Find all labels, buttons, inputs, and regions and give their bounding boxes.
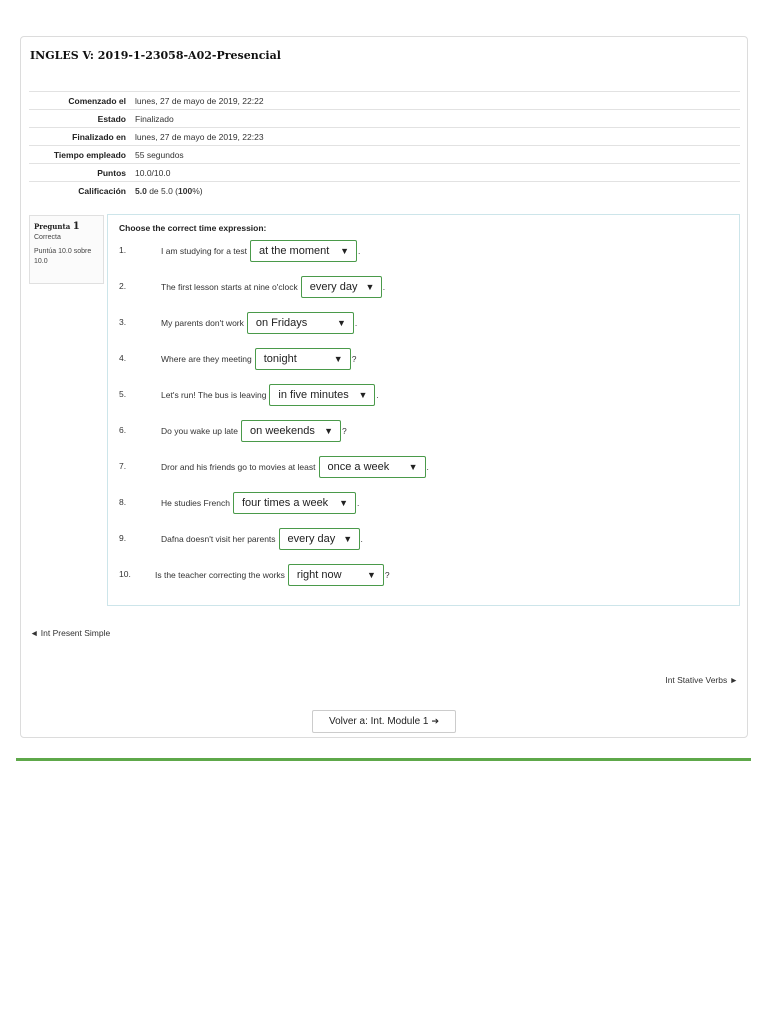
answer-select[interactable] [319,456,426,478]
answer-select-value: on weekends [250,425,315,437]
question-item [108,527,728,551]
summary-value [131,182,740,200]
item-body [161,527,363,551]
item-prompt: Let's run! The bus is leaving [161,390,267,400]
item-body [161,239,360,263]
answer-select[interactable] [241,420,341,442]
summary-row-time-taken [29,146,740,164]
question-state: Correcta [34,234,61,241]
item-body [161,491,359,515]
item-punctuation: . [354,318,358,328]
item-punctuation: ? [342,426,347,436]
item-number: 9. [119,533,127,543]
question-item [108,419,728,443]
question-label: Pregunta [34,222,71,231]
caret-down-icon: ▼ [358,390,368,400]
item-prompt: Where are they meeting [161,354,252,364]
summary-label: Puntos [29,164,131,182]
item-number: 3. [119,317,127,327]
prev-activity-link[interactable]: ◄ Int Present Simple [30,628,111,638]
item-prompt: My parents don't work [161,318,244,328]
item-body [161,419,347,443]
caret-down-icon: ▼ [365,282,375,292]
summary-row-started [29,92,740,110]
item-prompt: I am studying for a test [161,246,247,256]
question-item [108,383,728,407]
question-item [108,311,728,335]
item-number: 7. [119,461,127,471]
summary-label: Tiempo empleado [29,146,131,164]
summary-label: Comenzado el [29,92,131,110]
question-item [108,563,728,587]
answer-select-value: four times a week [241,497,329,509]
item-punctuation: . [426,462,429,472]
question-grade: Puntúa 10.0 sobre 10.0 [34,248,92,265]
answer-select-value: in five minutes [278,389,349,401]
summary-label: Finalizado en [29,128,131,146]
answer-select-value: on Fridays [255,317,308,329]
item-number: 5. [119,389,127,399]
item-body [161,347,356,371]
question-item [108,275,728,299]
summary-row-grade [29,182,740,200]
caret-down-icon: ▼ [336,318,346,328]
item-number: 2. [119,281,127,291]
item-number: 1. [119,245,127,255]
course-title: INGLES V: 2019-1-23058-A02-Presencial [30,49,281,62]
item-body [161,311,357,335]
caret-down-icon: ▼ [333,354,343,364]
item-prompt: Is the teacher correcting the works [155,570,285,580]
answer-select[interactable] [279,528,360,550]
item-prompt: Dafna doesn't visit her parents [161,534,276,544]
summary-row-points [29,164,740,182]
answer-select[interactable] [255,348,351,370]
question-content [107,214,740,606]
caret-down-icon: ▼ [340,246,349,256]
summary-label: Estado [29,110,131,128]
attempt-summary-table [29,91,740,200]
summary-value: lunes, 27 de mayo de 2019, 22:22 [131,92,740,110]
answer-select-value: once a week [327,461,390,473]
summary-value: 10.0/10.0 [131,164,740,182]
sign-in-icon: ➔ [431,716,440,726]
answer-select[interactable] [233,492,356,514]
grade-percent-suffix: %) [192,185,203,196]
item-prompt: Dror and his friends go to movies at least [161,462,316,472]
answer-select[interactable] [250,240,357,262]
summary-value: Finalizado [131,110,740,128]
summary-row-finished [29,128,740,146]
item-body [161,455,429,479]
item-punctuation: . [376,390,379,400]
back-button-label: Volver a: Int. Module 1 [328,716,429,727]
back-to-module-button[interactable] [312,710,456,733]
grade-percent: 100 [178,185,193,196]
question-item [108,491,728,515]
answer-select[interactable] [288,564,384,586]
answer-select[interactable] [301,276,382,298]
item-punctuation: . [360,534,363,544]
item-body [161,383,379,407]
item-prompt: Do you wake up late [161,426,239,436]
item-number: 10. [119,569,131,579]
question-text: Choose the correct time expression: [119,223,267,233]
question-item [108,347,728,371]
footer-divider [16,758,751,761]
answer-select-value: at the moment [258,245,330,257]
answer-select-value: right now [296,569,342,581]
item-punctuation: . [357,246,361,256]
item-body [161,275,385,299]
caret-down-icon: ▼ [343,534,353,544]
answer-select[interactable] [247,312,354,334]
caret-down-icon: ▼ [408,462,418,472]
caret-down-icon: ▼ [367,570,376,580]
item-punctuation: . [356,498,360,508]
item-prompt: He studies French [161,498,230,508]
question-number-line [34,221,99,232]
answer-select[interactable] [269,384,375,406]
caret-down-icon: ▼ [324,426,334,436]
caret-down-icon: ▼ [339,498,348,508]
grade-out-of: de 5.0 ( [146,185,179,196]
grade-value: 5.0 [135,185,147,196]
item-punctuation: ? [351,354,357,364]
answer-select-value: tonight [263,353,297,365]
item-punctuation: ? [384,570,390,580]
item-number: 6. [119,425,127,435]
answer-select-value: every day [309,281,358,293]
item-body [155,563,390,587]
question-item [108,239,728,263]
answer-select-value: every day [287,533,336,545]
summary-row-state [29,110,740,128]
next-activity-link[interactable]: Int Stative Verbs ► [665,675,738,685]
summary-value: lunes, 27 de mayo de 2019, 22:23 [131,128,740,146]
item-punctuation: . [382,282,386,292]
quiz-review-card [20,36,748,738]
summary-label: Calificación [29,182,131,200]
question-item [108,455,728,479]
item-number: 8. [119,497,127,507]
question-info-panel [29,215,104,284]
summary-value: 55 segundos [131,146,740,164]
item-number: 4. [119,353,127,363]
question-number: 1 [72,221,80,232]
item-prompt: The first lesson starts at nine o'clock [161,282,298,292]
